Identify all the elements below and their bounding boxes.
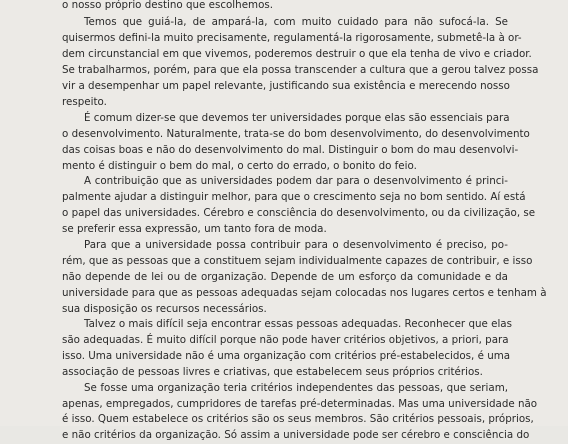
text-line: apenas, empregados, cumpridores de tarefas pré-determinadas. Mas uma universidade não <box>62 398 538 410</box>
text-line: dem circunstancial em que vivemos, poderemos destruir o que ela tenha de vivo e criador. <box>62 48 532 60</box>
text-line: sua disposição os recursos necessários. <box>62 303 267 315</box>
text-line: palmente ajudar a distinguir melhor, para que o crescimento seja no bom sentido. Aí está <box>62 191 526 203</box>
text-line: não depende de lei ou de organização. Depende de um esforço da comunidade e da <box>62 271 508 283</box>
text-line: o desenvolvimento. Naturalmente, trata-se do bom desenvolvimento, do desenvolvimento <box>62 128 530 140</box>
text-line: mento é distinguir o bem do mal, o certo do errado, o bonito do feio. <box>62 160 417 172</box>
text-line: quisermos defini-la muito precisamente, regulamentá-la rigorosamente, submetê-la à or- <box>62 32 522 44</box>
text-line: É comum dizer-se que devemos ter universidades porque elas são essenciais para <box>84 112 510 124</box>
text-line: Talvez o mais difícil seja encontrar essas pessoas adequadas. Reconhecer que elas <box>84 318 512 330</box>
text-line: Temos que guiá-la, de ampará-la, com muito cuidado para não sufocá-la. Se <box>84 16 508 28</box>
text-line: respeito. <box>62 96 107 108</box>
text-line: associação de pessoas livres e criativas, que estabelecem seus próprios critérios. <box>62 366 483 378</box>
text-line: se preferir essa expressão, um tanto fora de moda. <box>62 223 327 235</box>
text-line: universidade para que as pessoas adequadas sejam colocadas nos lugares certos e tenham à <box>62 287 547 299</box>
text-line: o papel das universidades. Cérebro e consciência do desenvolvimento, ou da civilização, se <box>62 207 536 219</box>
text-line: o nosso próprio destino que escolhemos. <box>62 0 274 11</box>
text-line: das coisas boas e não do desenvolvimento do mal. Distinguir o bom do mau desenvolvi- <box>62 144 519 156</box>
text-line: Se trabalharmos, porém, para que ela possa transcender a cultura que a gerou talvez possa <box>62 64 539 76</box>
text-line: é isso. Quem estabelece os critérios são os seus membros. São critérios pessoais, próprios, <box>62 413 534 425</box>
text-line: Para que a universidade possa contribuir para o desenvolvimento é preciso, po- <box>84 239 508 251</box>
text-line: isso. Uma universidade não é uma organização com critérios pré-estabelecidos, é uma <box>62 350 511 362</box>
text-line: são adequadas. É muito difícil porque não pode haver critérios objetivos, a priori, para <box>62 334 509 346</box>
text-line: A contribuição que as universidades podem dar para o desenvolvimento é princi- <box>84 175 508 187</box>
text-line: e não critérios da organização. Só assim a universidade pode ser cérebro e consciência do <box>62 429 530 441</box>
text-line: rém, que as pessoas que a constituem sejam individualmente capazes de contribuir, e isso <box>62 255 533 267</box>
text-line: vir a desempenhar um papel relevante, justificando sua existência e merecendo nosso <box>62 80 510 92</box>
text-line: Se fosse uma organização teria critérios independentes das pessoas, que seriam, <box>84 382 508 394</box>
